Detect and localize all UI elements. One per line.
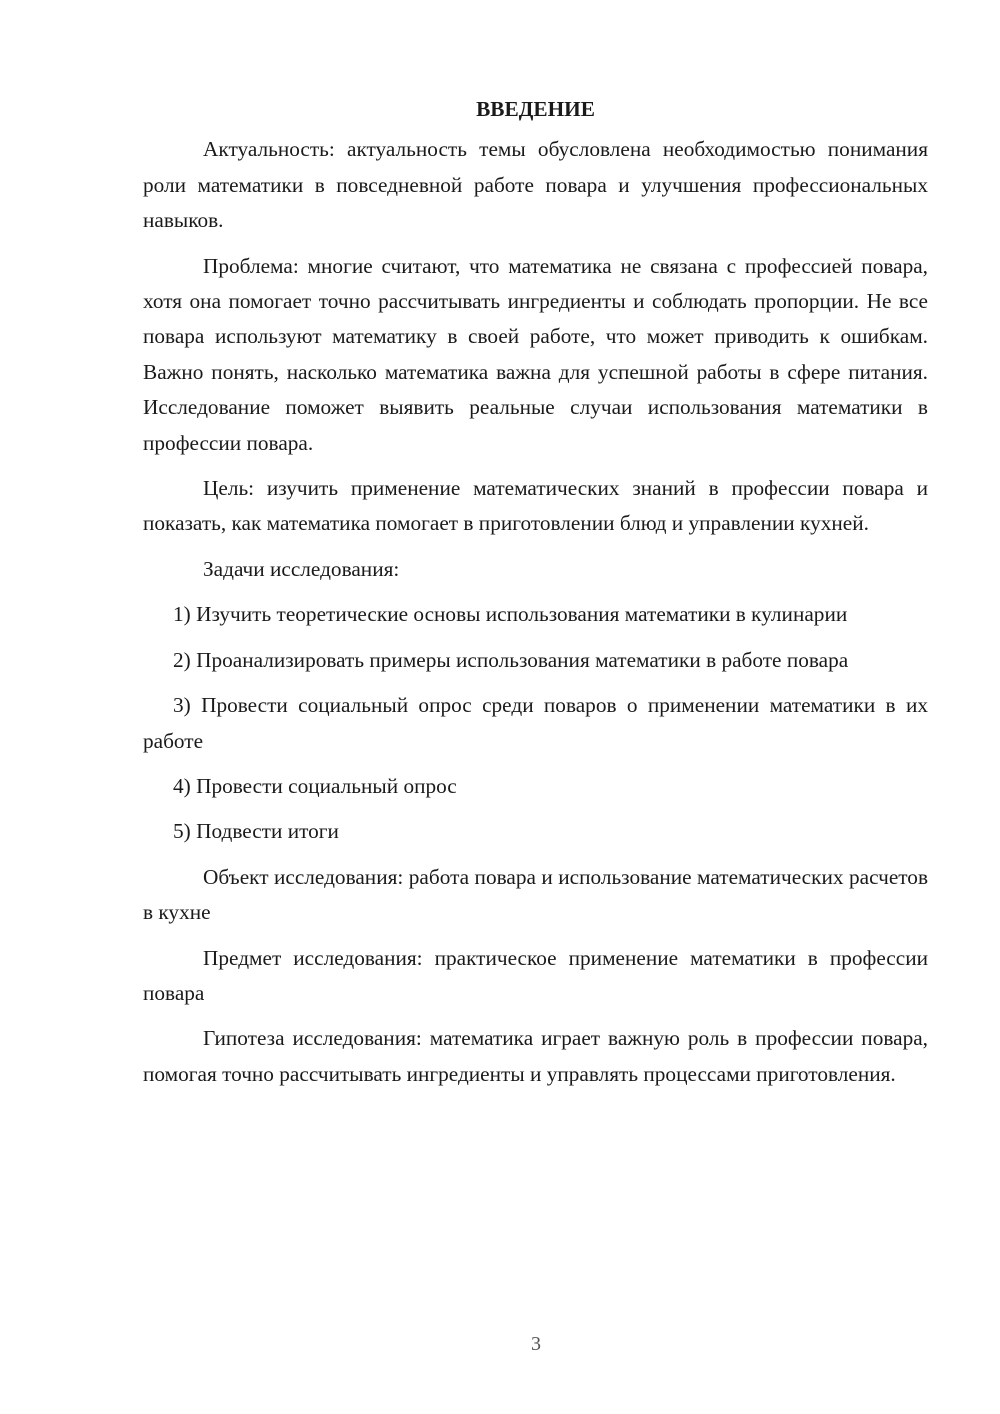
paragraph-hypothesis: Гипотеза исследования: математика играет важную роль в профессии повара, помогая точно рассчитывать ингредиенты и управлять процессами приготовления. [143, 1026, 928, 1086]
paragraph-relevance: Актуальность: актуальность темы обусловлена необходимостью понимания роли математики в повседневной работе повара и улучшения профессиональных навыков. [143, 137, 928, 233]
paragraph-goal: Цель: изучить применение математических знаний в профессии повара и показать, как математика помогает в приготовлении блюд и управлении кухней. [143, 476, 928, 536]
task-item-1: 1) Изучить теоретические основы использования математики в кулинарии [173, 602, 848, 627]
task-item-3: 3) Провести социальный опрос среди поваров о применении математики в их работе [143, 693, 928, 753]
section-title: ВВЕДЕНИЕ [476, 97, 595, 121]
task-item-2: 2) Проанализировать примеры использования математики в работе повара [173, 647, 849, 672]
paragraph-object: Объект исследования: работа повара и использование математических расчетов в кухне [143, 864, 928, 925]
paragraph-tasks-heading: Задачи исследования: [203, 556, 400, 581]
task-item-4: 4) Провести социальный опрос [173, 773, 457, 798]
task-item-5: 5) Подвести итоги [173, 819, 339, 844]
document-page [143, 92, 928, 1102]
paragraph-subject: Предмет исследования: практическое применение математики в профессии повара [143, 945, 928, 1005]
paragraph-problem: Проблема: многие считают, что математика не связана с профессией повара, хотя она помогает точно рассчитывать ингредиенты и соблюдать пропорции. Не все повара используют математику в своей работе, что может приводить к ошибкам. Важно понять, насколько математика важна для успешной работы в сфере питания. Исследование поможет выявить реальные случаи использования математики в профессии повара. [143, 253, 928, 455]
page-number: 3 [531, 1333, 541, 1355]
